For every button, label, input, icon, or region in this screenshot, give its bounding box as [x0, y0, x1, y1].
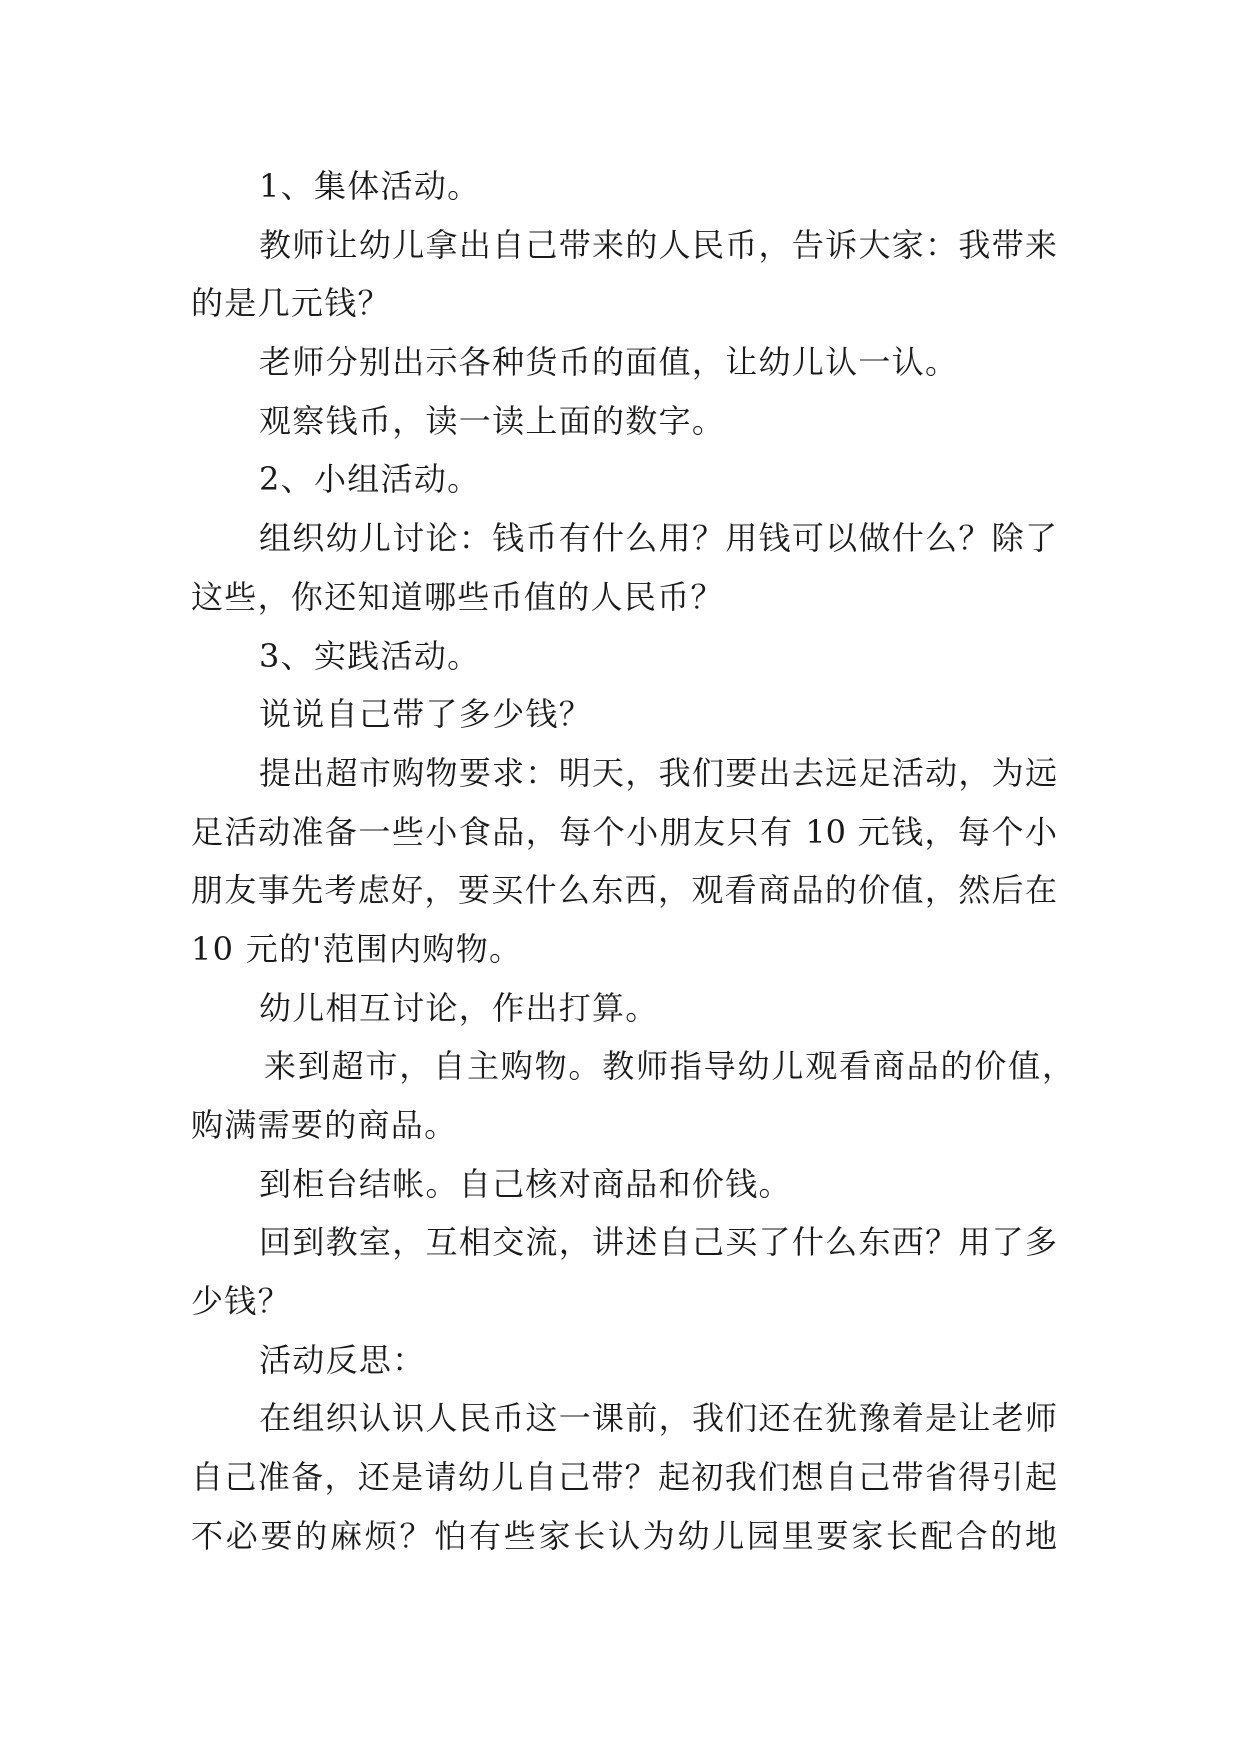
document-page — [0, 157, 1241, 1566]
paragraph-line: 足活动准备一些小食品，每个小朋友只有 10 元钱，每个小 — [191, 812, 1057, 851]
paragraph-line: 来到超市，自主购物。教师指导幼儿观看商品的价值， — [264, 1047, 1074, 1086]
paragraph — [0, 744, 1241, 979]
paragraph — [0, 216, 1241, 333]
paragraph-line: 3、实践活动。 — [259, 636, 481, 675]
paragraph-line: 回到教室，互相交流，讲述自己买了什么东西？用了多 — [259, 1223, 1057, 1262]
paragraph-line: 说说自己带了多少钱？ — [259, 695, 593, 734]
paragraph-line: 提出超市购物要求：明天，我们要出去远足活动，为远 — [259, 753, 1057, 792]
paragraph-line: 2、小组活动。 — [259, 460, 481, 499]
paragraph-line: 1、集体活动。 — [259, 167, 481, 205]
paragraph-line: 组织幼儿讨论：钱币有什么用？用钱可以做什么？除了 — [259, 519, 1057, 558]
paragraph-line: 老师分别出示各种货币的面值，让幼儿认一认。 — [259, 343, 959, 382]
paragraph — [0, 509, 1241, 626]
paragraph — [0, 627, 1241, 686]
paragraph — [0, 392, 1241, 451]
paragraph-line: 自己准备，还是请幼儿自己带？起初我们想自己带省得引起 — [191, 1458, 1057, 1497]
paragraph — [0, 1389, 1241, 1565]
paragraph-line: 少钱？ — [191, 1282, 291, 1321]
paragraph — [0, 1331, 1241, 1390]
paragraph-line: 教师让幼儿拿出自己带来的人民币，告诉大家：我带来 — [259, 225, 1057, 264]
paragraph — [0, 1213, 1241, 1330]
paragraph-line: 幼儿相互讨论，作出打算。 — [259, 988, 659, 1027]
paragraph-line: 到柜台结帐。自己核对商品和价钱。 — [259, 1164, 792, 1203]
paragraph-line: 这些，你还知道哪些币值的人民币？ — [191, 577, 724, 616]
paragraph-line: 10 元的'范围内购物。 — [191, 929, 523, 968]
paragraph-line: 在组织认识人民币这一课前，我们还在犹豫着是让老师 — [259, 1399, 1057, 1438]
paragraph-line: 观察钱币，读一读上面的数字。 — [259, 401, 726, 440]
paragraph-line: 不必要的麻烦？怕有些家长认为幼儿园里要家长配合的地 — [191, 1516, 1057, 1555]
paragraph-line: 购满需要的商品。 — [191, 1106, 458, 1144]
paragraph — [0, 685, 1241, 744]
paragraph-line: 朋友事先考虑好，要买什么东西，观看商品的价值，然后在 — [191, 871, 1057, 910]
paragraph — [0, 1155, 1241, 1214]
paragraph-line: 的是几元钱？ — [191, 284, 391, 323]
paragraph — [0, 333, 1241, 392]
paragraph-line: 活动反思： — [259, 1340, 426, 1379]
paragraph — [0, 450, 1241, 509]
paragraph — [0, 979, 1241, 1038]
paragraph — [0, 1037, 1241, 1154]
paragraph — [0, 157, 1241, 216]
